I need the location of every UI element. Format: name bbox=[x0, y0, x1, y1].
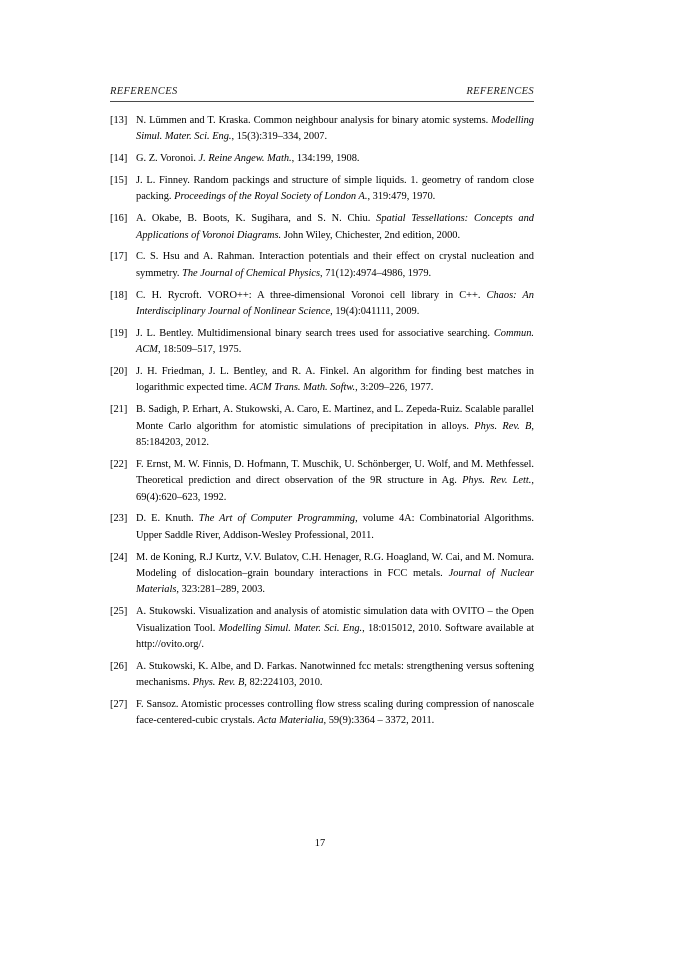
bibliography-entry-text: A. Stukowski. Visualization and analysis of atomistic simulation data with OVITO – the Open Visualization Tool. Modelling Simul. Mater. Sci. Eng., 18:015012, 2010. Software available at http://ovito.org/. bbox=[136, 606, 534, 651]
bibliography-entry bbox=[110, 113, 534, 146]
bibliography-entry bbox=[110, 326, 534, 359]
bibliography-entry bbox=[110, 211, 534, 244]
running-header bbox=[110, 86, 534, 97]
bibliography-entry bbox=[110, 151, 534, 167]
bibliography-entry-label: [27] bbox=[110, 699, 128, 711]
bibliography-entry-text: D. E. Knuth. The Art of Computer Programming, volume 4A: Combinatorial Algorithms. Upper Saddle River, Addison-Wesley Professional, 2011. bbox=[136, 513, 534, 541]
bibliography-entry-text: C. S. Hsu and A. Rahman. Interaction potentials and their effect on crystal nucleation and symmetry. The Journal of Chemical Physics, 71(12):4974–4986, 1979. bbox=[136, 251, 534, 279]
bibliography-entry-label: [23] bbox=[110, 513, 128, 525]
bibliography-entry-label: [15] bbox=[110, 175, 128, 186]
bibliography-entry-label: [21] bbox=[110, 404, 128, 416]
bibliography-entry bbox=[110, 288, 534, 321]
bibliography-list bbox=[110, 113, 534, 735]
bibliography-entry-text: G. Z. Voronoi. J. Reine Angew. Math., 134:199, 1908. bbox=[136, 153, 360, 165]
bibliography-entry bbox=[110, 173, 534, 206]
bibliography-entry-text: B. Sadigh, P. Erhart, A. Stukowski, A. Caro, E. Martinez, and L. Zepeda-Ruiz. Scalable parallel Monte Carlo algorithm for atomistic simulations of precipitation in alloys. Phys. Rev. B, 85:184203, 2012. bbox=[136, 404, 535, 449]
page-number: 17 bbox=[314, 838, 326, 849]
bibliography-entry bbox=[110, 697, 534, 730]
bibliography-entry bbox=[110, 550, 534, 599]
bibliography-entry-text: C. H. Rycroft. VORO++: A three-dimensional Voronoi cell library in C++. Chaos: An Interdisciplinary Journal of Nonlinear Science, 19(4):041111, 2009. bbox=[136, 289, 534, 318]
bibliography-entry-label: [20] bbox=[110, 366, 128, 378]
bibliography-entry bbox=[110, 457, 534, 506]
bibliography-entry-text: F. Ernst, M. W. Finnis, D. Hofmann, T. Muschik, U. Schönberger, U. Wolf, and M. Methfessel. Theoretical prediction and direct observation of the 9R structure in Ag. Phys. Rev. Lett., 69(4):620–623, 1992. bbox=[136, 458, 534, 503]
bibliography-entry bbox=[110, 659, 534, 692]
bibliography-entry-label: [16] bbox=[110, 213, 128, 225]
header-divider bbox=[110, 101, 534, 102]
running-header-left: REFERENCES bbox=[110, 86, 178, 97]
bibliography-entry-label: [25] bbox=[110, 606, 128, 618]
bibliography-entry-text: J. L. Finney. Random packings and structure of simple liquids. 1. geometry of random close packing. Proceedings of the Royal Society of London A., 319:479, 1970. bbox=[136, 175, 534, 203]
bibliography-entry bbox=[110, 604, 534, 653]
bibliography-entry-text: J. H. Friedman, J. L. Bentley, and R. A. Finkel. An algorithm for finding best matches in logarithmic expected time. ACM Trans. Math. Softw., 3:209–226, 1977. bbox=[136, 366, 534, 394]
bibliography-entry-label: [13] bbox=[110, 115, 128, 126]
running-header-right: REFERENCES bbox=[466, 86, 534, 97]
bibliography-entry-label: [26] bbox=[110, 660, 128, 672]
bibliography-entry bbox=[110, 511, 534, 544]
bibliography-entry-text: M. de Koning, R.J Kurtz, V.V. Bulatov, C.H. Henager, R.G. Hoagland, W. Cai, and M. Nomura. Modeling of dislocation–grain boundary interactions in FCC metals. Journal of Nuclear Materials, 323:281–289, 2003. bbox=[136, 551, 534, 596]
bibliography-entry-label: [14] bbox=[110, 153, 128, 165]
bibliography-entry-label: [18] bbox=[110, 289, 128, 301]
bibliography-entry-label: [22] bbox=[110, 458, 128, 470]
bibliography-entry-label: [17] bbox=[110, 251, 128, 263]
bibliography-entry-text: N. Lümmen and T. Kraska. Common neighbour analysis for binary atomic systems. Modelling Simul. Mater. Sci. Eng., 15(3):319–334, 2007. bbox=[136, 115, 534, 143]
bibliography-entry-text: J. L. Bentley. Multidimensional binary search trees used for associative searching. Commun. ACM, 18:509–517, 1975. bbox=[136, 327, 534, 356]
bibliography-entry-text: F. Sansoz. Atomistic processes controlling flow stress scaling during compression of nanoscale face-centered-cubic crystals. Acta Materialia, 59(9):3364 – 3372, 2011. bbox=[136, 699, 534, 727]
bibliography-entry-label: [24] bbox=[110, 551, 128, 563]
bibliography-entry-text: A. Okabe, B. Boots, K. Sugihara, and S. N. Chiu. Spatial Tessellations: Concepts and Applications of Voronoi Diagrams. John Wiley, Chichester, 2nd edition, 2000. bbox=[136, 213, 534, 241]
bibliography-entry bbox=[110, 364, 534, 397]
bibliography-entry-label: [19] bbox=[110, 327, 128, 339]
bibliography-entry bbox=[110, 249, 534, 282]
bibliography-entry bbox=[110, 402, 534, 451]
bibliography-entry-text: A. Stukowski, K. Albe, and D. Farkas. Nanotwinned fcc metals: strengthening versus softening mechanisms. Phys. Rev. B, 82:224103, 2010. bbox=[136, 660, 534, 689]
